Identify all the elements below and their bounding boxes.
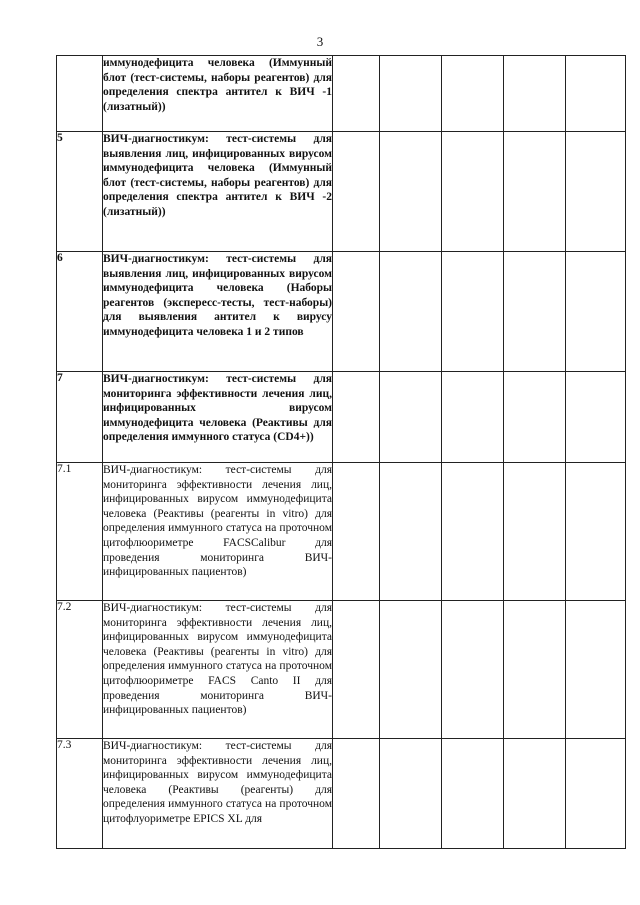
row-description: ВИЧ-диагностикум: тест-системы для выявления лиц, инфицированных вирусом иммунодефицита человека (Наборы реагентов (экспересс-тесты, тест-наборы) для выявления антител к вирусу иммунодефицита человека 1 и 2 типов [103, 252, 333, 372]
empty-cell [504, 372, 566, 463]
empty-cell [442, 601, 504, 739]
empty-cell [566, 739, 626, 849]
page-number: 3 [316, 34, 324, 49]
row-number: 5 [57, 132, 103, 252]
empty-cell [504, 132, 566, 252]
empty-cell [333, 252, 380, 372]
empty-cell [504, 601, 566, 739]
empty-cell [333, 132, 380, 252]
empty-cell [380, 132, 442, 252]
empty-cell [380, 601, 442, 739]
document-table [56, 55, 626, 849]
row-description: ВИЧ-диагностикум: тест-системы для мониторинга эффективности лечения лиц, инфицированных вирусом иммунодефицита человека (Реактивы (реагенты) для определения иммунного статуса на проточном цитофлуориметре EPICS XL для [103, 739, 333, 849]
table-row [57, 601, 626, 739]
row-number [57, 56, 103, 132]
empty-cell [442, 739, 504, 849]
table-row [57, 463, 626, 601]
empty-cell [380, 463, 442, 601]
row-number: 7 [57, 372, 103, 463]
empty-cell [380, 56, 442, 132]
empty-cell [566, 252, 626, 372]
row-number: 7.1 [57, 463, 103, 601]
empty-cell [442, 56, 504, 132]
empty-cell [566, 601, 626, 739]
row-description: ВИЧ-диагностикум: тест-системы для мониторинга эффективности лечения лиц, инфицированных вирусом иммунодефицита человека (Реактивы (реагенты in vitro) для определения иммунного статуса на проточном цитофлюориметре FACS Canto II для проведения мониторинга ВИЧ-инфицированных пациентов) [103, 601, 333, 739]
table-row [57, 132, 626, 252]
row-description: ВИЧ-диагностикум: тест-системы для мониторинга эффективности лечения лиц, инфицированных вирусом иммунодефицита человека (Реактивы (реагенты in vitro) для определения иммунного статуса на проточном цитофлюориметре FACSCalibur для проведения мониторинга ВИЧ-инфицированных пациентов) [103, 463, 333, 601]
empty-cell [504, 463, 566, 601]
table-row [57, 252, 626, 372]
empty-cell [504, 252, 566, 372]
empty-cell [380, 372, 442, 463]
empty-cell [333, 739, 380, 849]
empty-cell [333, 601, 380, 739]
table-row [57, 56, 626, 132]
empty-cell [566, 56, 626, 132]
empty-cell [442, 252, 504, 372]
empty-cell [333, 463, 380, 601]
row-number: 7.2 [57, 601, 103, 739]
row-description: ВИЧ-диагностикум: тест-системы для мониторинга эффективности лечения лиц, инфицированных вирусом иммунодефицита человека (Реактивы для определения иммунного статуса (CD4+)) [103, 372, 333, 463]
row-number: 6 [57, 252, 103, 372]
empty-cell [333, 56, 380, 132]
row-number: 7.3 [57, 739, 103, 849]
empty-cell [333, 372, 380, 463]
empty-cell [442, 132, 504, 252]
empty-cell [380, 739, 442, 849]
table-row [57, 739, 626, 849]
empty-cell [566, 463, 626, 601]
empty-cell [442, 372, 504, 463]
empty-cell [442, 463, 504, 601]
empty-cell [566, 132, 626, 252]
row-description: иммунодефицита человека (Иммунный блот (тест-системы, наборы реагентов) для определения спектра антител к ВИЧ -1 (лизатный)) [103, 56, 333, 132]
empty-cell [504, 56, 566, 132]
empty-cell [380, 252, 442, 372]
empty-cell [566, 372, 626, 463]
empty-cell [504, 739, 566, 849]
row-description: ВИЧ-диагностикум: тест-системы для выявления лиц, инфицированных вирусом иммунодефицита человека (Иммунный блот (тест-системы, наборы реагентов) для определения спектра антител к ВИЧ -2 (лизатный)) [103, 132, 333, 252]
table-row [57, 372, 626, 463]
